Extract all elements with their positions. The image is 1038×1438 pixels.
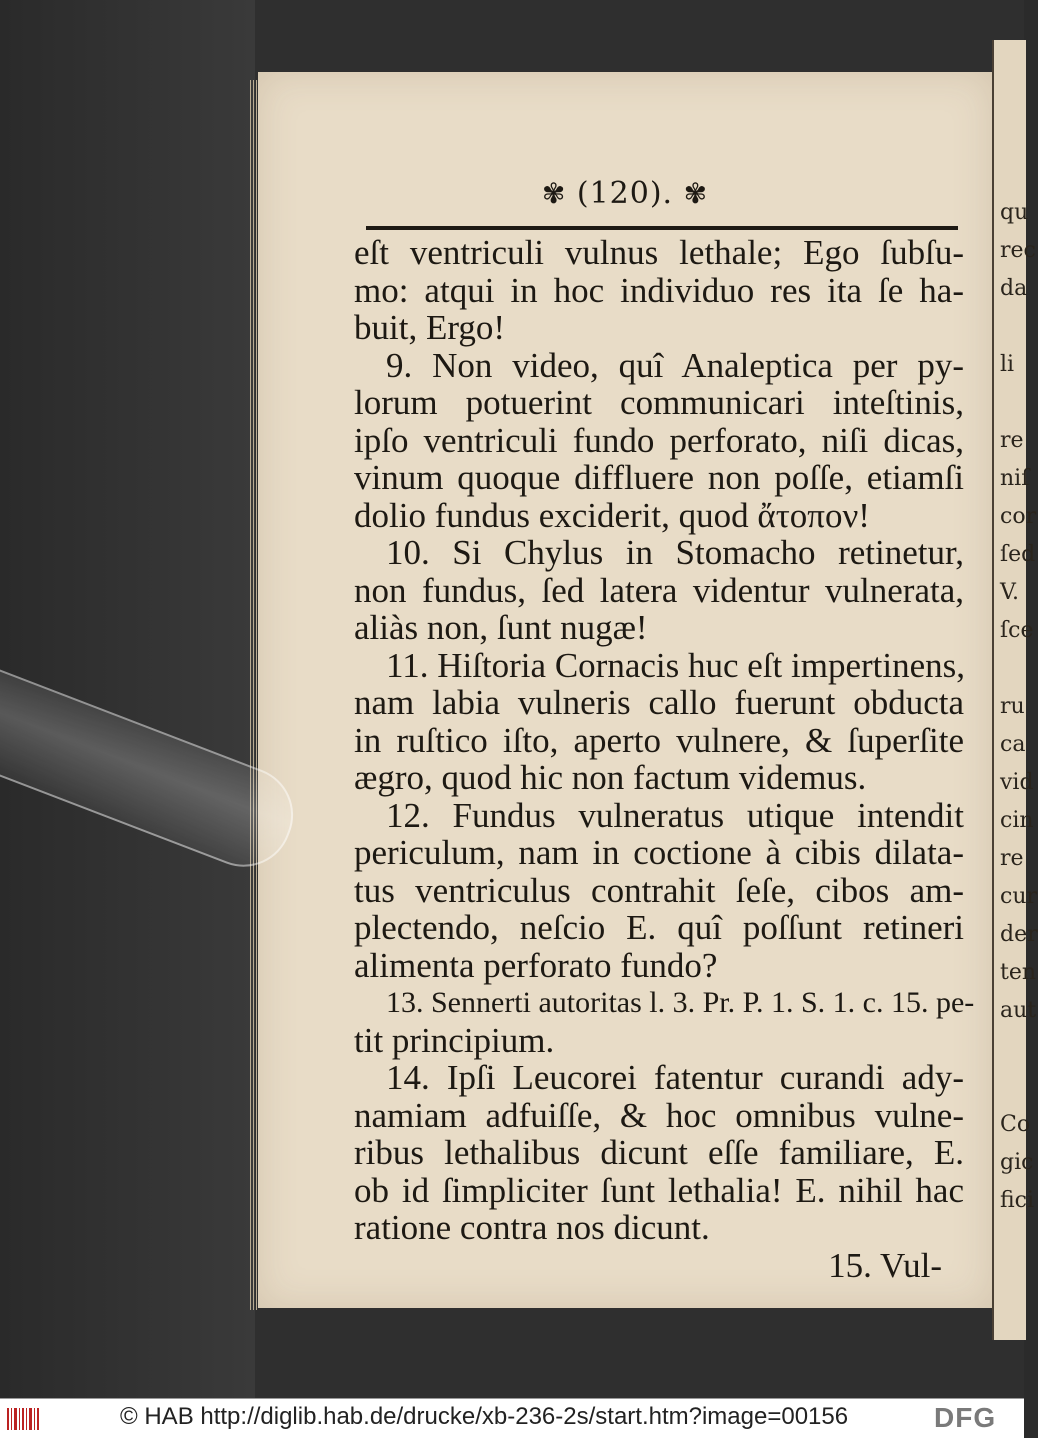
next-page-fragment: aut (1000, 998, 1037, 1023)
text-line: 12. Fundus vulneratus utique intendit (386, 795, 964, 835)
book-page (258, 72, 992, 1308)
text-line: aliàs non, ſunt nugæ! (354, 608, 648, 647)
text-line: ob id ſimpliciter ſunt lethalia! E. nihil hac (354, 1170, 964, 1210)
next-page-fragment: re (1000, 428, 1024, 453)
next-page-fragment: ten (1000, 960, 1037, 985)
text-line: 13. Sennerti autoritas l. 3. Pr. P. 1. S. 1. c. 15. pe- (386, 986, 975, 1019)
dfg-logo: DFG (934, 1402, 997, 1433)
text-line: ratione contra nos dicunt. (354, 1208, 710, 1247)
text-line: namiam adfuiſſe, & hoc omnibus vulne- (354, 1095, 964, 1135)
next-page-fragment: da (1000, 276, 1028, 301)
next-page-fragment: niſ (1000, 466, 1030, 491)
catchword: 15. Vul- (828, 1245, 942, 1285)
next-page-fragment: rec (1000, 238, 1036, 263)
text-line: ribus lethalibus dicunt eſſe familiare, E. (354, 1133, 964, 1172)
ornament-icon: ✾ (683, 177, 709, 210)
next-page-fragment: ca (1000, 732, 1026, 757)
text-line: 9. Non video, quî Analeptica per py- (386, 345, 964, 385)
text-line: ægro, quod hic non factum videmus. (354, 758, 867, 797)
text-line: dolio fundus exciderit, quod ἄτοπον! (354, 495, 870, 535)
text-line: 10. Si Chylus in Stomacho retinetur, (386, 533, 964, 572)
text-line: alimenta perforato fundo? (354, 945, 718, 985)
next-page-fragment: qu (1000, 200, 1029, 225)
next-page-fragment: cor (1000, 504, 1037, 529)
next-page-fragment: der (1000, 922, 1038, 947)
page-edge (253, 80, 254, 1310)
text-line: nam labia vulneris callo fuerunt obducta (354, 683, 964, 722)
next-page-fragment: V. (1000, 580, 1020, 605)
next-page-fragment: ſed (1000, 542, 1036, 567)
next-page-fragment: cur (1000, 884, 1038, 909)
text-line: non fundus, ſed latera videntur vulnerata, (354, 570, 964, 610)
text-line: buit, Ergo! (354, 308, 506, 347)
text-line: ipſo ventriculi fundo perforato, niſi dicas, (354, 420, 964, 460)
page-edge (256, 80, 257, 1310)
next-page-fragment: Co (1000, 1112, 1031, 1137)
page-header (258, 176, 992, 211)
text-line: plectendo, neſcio E. quî poſſunt retineri (354, 908, 964, 947)
text-line: 14. Ipſi Leucorei fatentur curandi ady- (386, 1058, 964, 1097)
footer-bar (0, 1398, 1024, 1438)
next-page-fragment: gic (1000, 1150, 1034, 1175)
next-page-fragment: li (1000, 352, 1015, 377)
barcode-icon (6, 1406, 42, 1432)
next-page-fragment: ſce (1000, 618, 1034, 643)
next-page-fragment: vid (1000, 770, 1034, 795)
next-page-fragment: cin (1000, 808, 1034, 833)
text-line: tus ventriculus contrahit ſeſe, cibos am- (354, 870, 964, 910)
next-page-fragment: fici (1000, 1188, 1035, 1213)
page-body (354, 233, 975, 1285)
header-rule (366, 226, 958, 230)
next-page-fragment: re (1000, 846, 1024, 871)
next-page-fragment: ru (1000, 694, 1025, 719)
text-line: mo: atqui in hoc individuo res ita ſe ha- (354, 270, 964, 310)
page-number: (120). (576, 176, 674, 211)
next-page-edge (992, 40, 1038, 1340)
text-line: tit principium. (354, 1020, 555, 1060)
text-line: lorum potuerint communicari inteſtinis, (354, 383, 964, 422)
text-line: 11. Hiſtoria Cornacis huc eſt impertinens, (386, 645, 965, 685)
copyright-link[interactable]: © HAB http://diglib.hab.de/drucke/xb-236-2s/start.htm?image=00156 (120, 1403, 849, 1430)
text-line: in ruſtico iſto, aperto vulnere, & ſuperſite (354, 720, 964, 760)
ornament-icon: ✾ (541, 177, 567, 210)
text-line: vinum quoque diffluere non poſſe, etiamſi (354, 458, 964, 497)
page-edge (250, 80, 251, 1310)
text-line: periculum, nam in coctione à cibis dilata- (354, 833, 964, 872)
text-line: eſt ventriculi vulnus lethale; Ego ſubſu- (354, 233, 964, 272)
